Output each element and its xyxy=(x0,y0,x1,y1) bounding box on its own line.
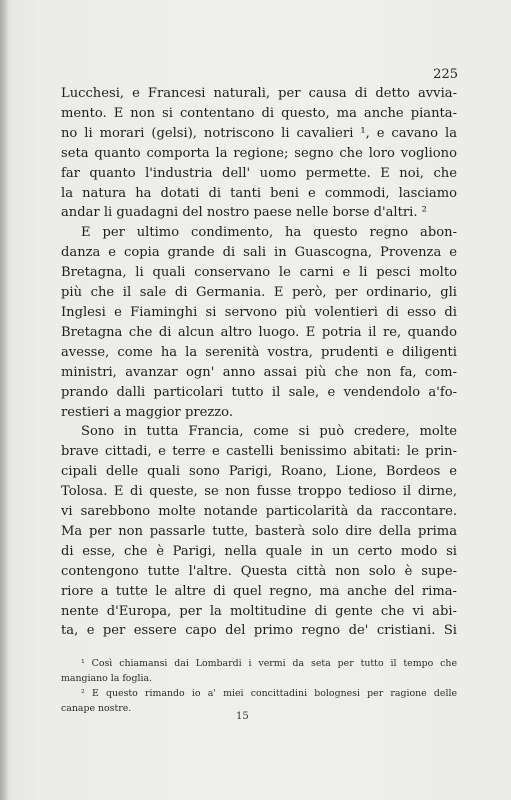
text-line: contengono tutte l'altre. Questa città non solo è supe- xyxy=(61,563,457,579)
footnotes xyxy=(61,656,457,716)
text-line: Ma per non passarle tutte, basterà solo dire della prima xyxy=(61,523,457,539)
signature-mark: 15 xyxy=(236,711,249,722)
text-line: cipali delle quali sono Parigi, Roano, Lione, Bordeos e xyxy=(61,464,457,480)
text-line: Lucchesi, e Francesi naturali, per causa di detto avvia- xyxy=(61,86,457,101)
footnote-line: canape nostre. xyxy=(61,703,132,714)
text-line: no li morari (gelsi), notriscono li cavalieri ¹, e cavano la xyxy=(61,125,457,141)
text-line: ta, e per essere capo del primo regno de' cristiani. Si xyxy=(61,623,457,639)
text-line: E per ultimo condimento, ha questo regno abon- xyxy=(81,225,457,241)
gutter-shadow xyxy=(0,0,8,800)
text-line: ministri, avanzar ogn' anno assai più che non fa, com- xyxy=(61,364,457,380)
text-line: la natura ha dotati di tanti beni e commodi, lasciamo xyxy=(61,185,457,201)
text-line: seta quanto comporta la regione; segno che loro vogliono xyxy=(61,145,457,161)
footnote-line: ² E questo rimando io a' miei concittadini bolognesi per ragione delle xyxy=(81,688,457,699)
text-line: mento. E non si contentano di questo, ma anche pianta- xyxy=(61,105,457,121)
text-line: Bretagna, li quali conservano le carni e li pesci molto xyxy=(61,265,457,281)
text-line: Bretagna che di alcun altro luogo. E potria il re, quando xyxy=(61,324,457,340)
footnote-line: ¹ Così chiamansi dai Lombardi i vermi da seta per tutto il tempo che xyxy=(81,658,457,669)
text-line: danza e copia grande di sali in Guascogna, Provenza e xyxy=(61,245,457,261)
text-line: Sono in tutta Francia, come si può credere, molte xyxy=(81,424,457,440)
text-line: nente d'Europa, per la moltitudine di gente che vi abi- xyxy=(61,603,457,619)
text-line: Tolosa. E di queste, se non fusse troppo tedioso il dirne, xyxy=(61,484,457,500)
text-line: più che il sale di Germania. E però, per ordinario, gli xyxy=(61,285,457,301)
page-number: 225 xyxy=(433,67,458,82)
text-line: vi sarebbono molte notande particolarità da raccontare. xyxy=(61,504,457,520)
footnote-line: mangiano la foglia. xyxy=(61,673,153,684)
text-line: riore a tutte le altre di quel regno, ma anche del rima- xyxy=(61,583,457,599)
text-line: prando dalli particolari tutto il sale, e vendendolo a'fo- xyxy=(61,384,457,400)
text-line: avesse, come ha la serenità vostra, prudenti e diligenti xyxy=(61,344,457,360)
text-line: brave cittadi, e terre e castelli benissimo abitati: le prin- xyxy=(61,444,457,460)
text-line: Inglesi e Fiaminghi si servono più volentieri di esso di xyxy=(61,304,457,320)
text-line: di esse, che è Parigi, nella quale in un certo modo si xyxy=(61,543,457,559)
text-line: far quanto l'industria dell' uomo permette. E noi, che xyxy=(61,165,457,181)
text-line: andar li guadagni del nostro paese nelle borse d'altri. ² xyxy=(61,205,427,221)
text-line: restieri a maggior prezzo. xyxy=(61,404,233,420)
body-text xyxy=(61,84,457,641)
